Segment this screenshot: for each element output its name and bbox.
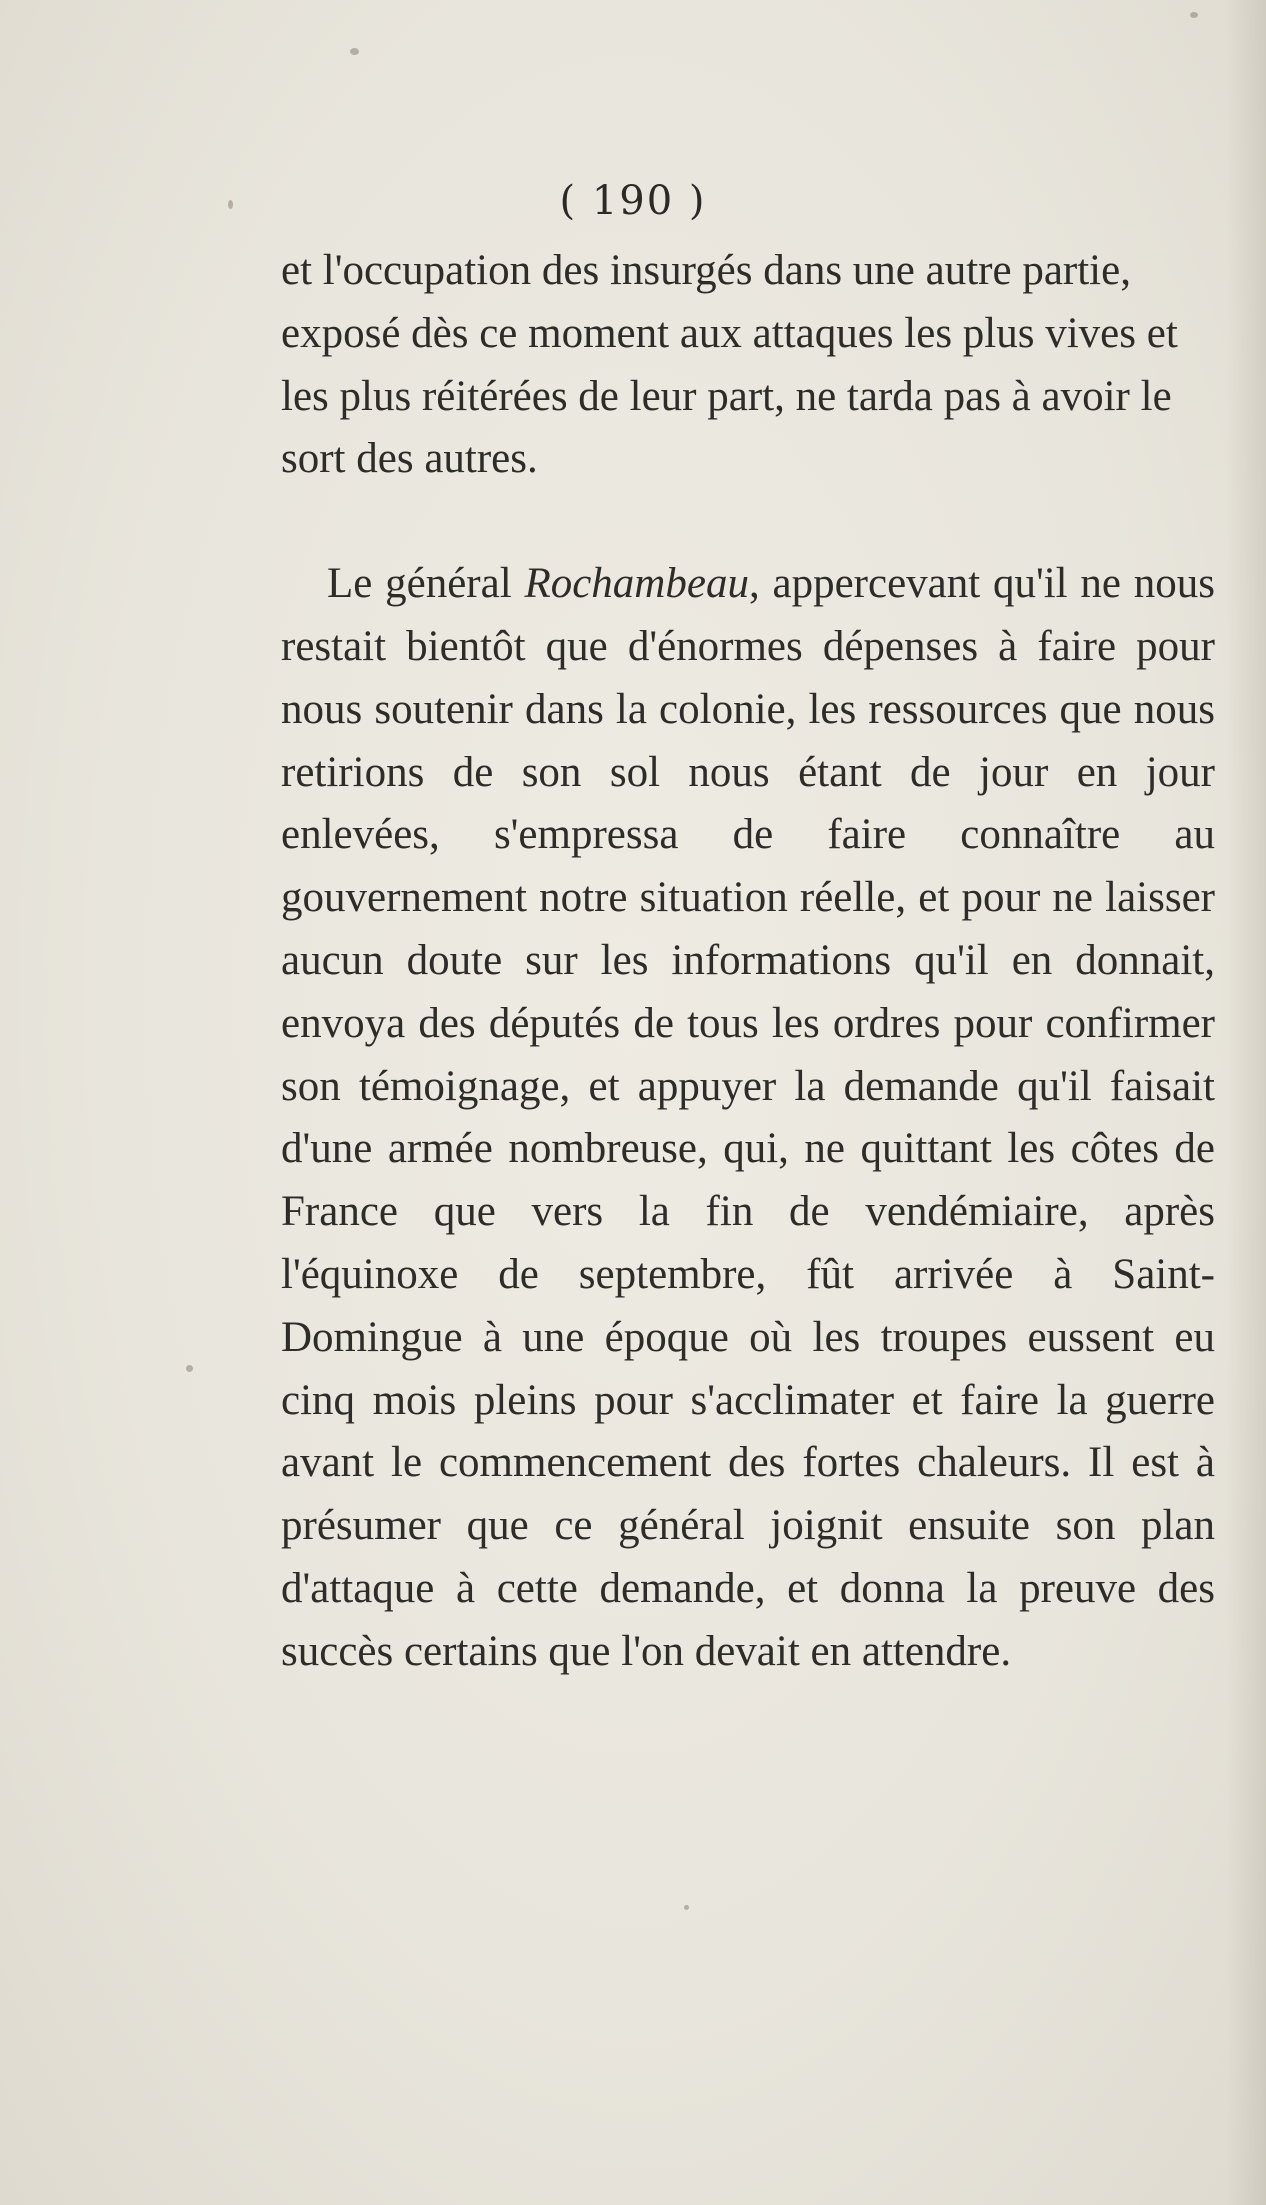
body-text: [281, 240, 1215, 1684]
paragraph-lead: Le général: [327, 560, 525, 608]
name-rochambeau: Rochambeau: [524, 560, 749, 608]
paper-speck: [350, 48, 359, 55]
paper-speck: [186, 1365, 193, 1372]
page-number: ( 190 ): [559, 178, 707, 224]
paper-speck: [684, 1905, 689, 1910]
paper-speck: [1190, 12, 1198, 18]
paragraph-body: , appercevant qu'il ne nous restait bientôt que d'énormes dépenses à faire pour nous soutenir dans la colonie, les ressources que nous retirions de son sol nous étant de jour en jour enlevées, s'empressa de faire connaître au gouvernement notre situation réelle, et pour ne laisser aucun doute sur les informations qu'il en donnait, envoya des députés de tous les ordres pour confirmer son témoignage, et appuyer la demande qu'il faisait d'une armée nombreuse, qui, ne quittant les côtes de France que vers la fin de vendémiaire, après l'équinoxe de septembre, fût arrivée à Saint-Domingue à une époque où les troupes eussent eu cinq mois pleins pour s'acclimater et faire la guerre avant le commencement des fortes chaleurs. Il est à présumer que ce général joignit ensuite son plan d'attaque à cette demande, et donna la preuve des succès certains que l'on devait en attendre.: [281, 560, 1216, 1675]
page-edge-shadow: [1226, 0, 1266, 2205]
paragraph-continuation: et l'occupation des insurgés dans une autre partie, exposé dès ce moment aux attaques les plus vives et les plus réitérées de leur part, ne tarda pas à avoir le sort des autres.: [281, 247, 1178, 483]
paragraph-rochambeau: [281, 553, 1215, 1683]
